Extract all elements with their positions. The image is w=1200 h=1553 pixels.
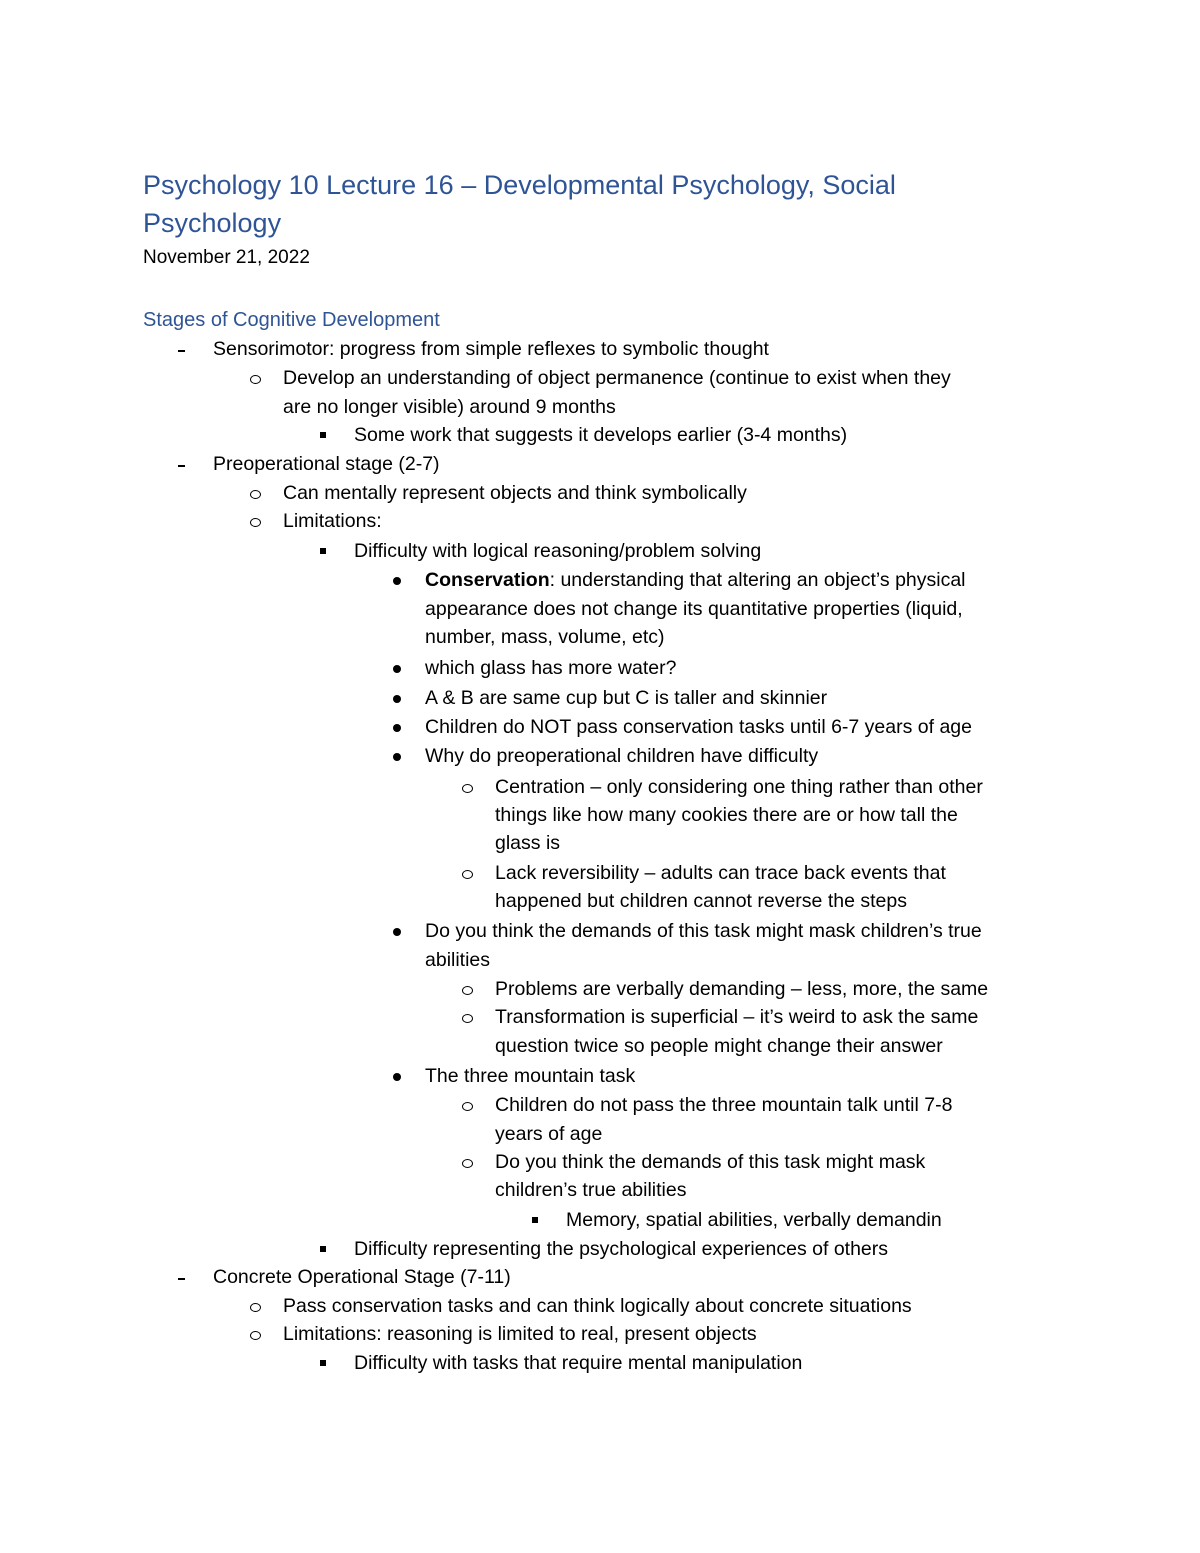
- list-item-continuation: abilities: [425, 949, 491, 971]
- list-item: Limitations:: [283, 510, 382, 532]
- list-item: Lack reversibility – adults can trace back events that: [495, 862, 946, 884]
- list-item: Sensorimotor: progress from simple reflexes to symbolic thought: [213, 338, 769, 360]
- list-item-continuation: number, mass, volume, etc): [425, 626, 665, 648]
- title-line-2: Psychology: [143, 208, 282, 238]
- dot-bullet-icon: [393, 577, 401, 585]
- list-item-continuation: happened but children cannot reverse the steps: [495, 890, 907, 912]
- list-item: Why do preoperational children have difficulty: [425, 745, 819, 767]
- square-bullet-icon: [532, 1217, 538, 1223]
- dash-bullet-icon: [178, 465, 185, 467]
- document-title: [143, 166, 1043, 242]
- list-item: Concrete Operational Stage (7-11): [213, 1266, 511, 1288]
- list-item: Limitations: reasoning is limited to real, present objects: [283, 1323, 757, 1345]
- list-item: Transformation is superficial – it’s weird to ask the same: [495, 1006, 979, 1028]
- square-bullet-icon: [320, 548, 326, 554]
- list-item-continuation: years of age: [495, 1123, 603, 1145]
- dash-bullet-icon: [178, 350, 185, 352]
- list-item-continuation: are no longer visible) around 9 months: [283, 396, 616, 418]
- list-item-continuation: glass is: [495, 832, 561, 854]
- term-conservation: Conservation: [425, 569, 550, 591]
- list-item: which glass has more water?: [425, 657, 677, 679]
- list-item: A & B are same cup but C is taller and skinnier: [425, 687, 828, 709]
- square-bullet-icon: [320, 1246, 326, 1252]
- circle-bullet-icon: [462, 986, 473, 995]
- square-bullet-icon: [320, 1360, 326, 1366]
- dot-bullet-icon: [393, 724, 401, 732]
- list-item: Some work that suggests it develops earlier (3-4 months): [354, 424, 848, 446]
- list-item: Problems are verbally demanding – less, more, the same: [495, 978, 989, 1000]
- list-item: Centration – only considering one thing rather than other: [495, 776, 983, 798]
- dot-bullet-icon: [393, 695, 401, 703]
- list-item: Develop an understanding of object permanence (continue to exist when they: [283, 367, 951, 389]
- circle-bullet-icon: [250, 1303, 261, 1312]
- circle-bullet-icon: [462, 1102, 473, 1111]
- circle-bullet-icon: [250, 375, 261, 384]
- list-item: The three mountain task: [425, 1065, 636, 1087]
- circle-bullet-icon: [462, 1159, 473, 1168]
- square-bullet-icon: [320, 432, 326, 438]
- circle-bullet-icon: [250, 1331, 261, 1340]
- list-item-continuation: appearance does not change its quantitative properties (liquid,: [425, 598, 963, 620]
- list-item-continuation: things like how many cookies there are or how tall the: [495, 804, 958, 826]
- list-item: Children do not pass the three mountain talk until 7-8: [495, 1094, 953, 1116]
- list-item: Difficulty with logical reasoning/problem solving: [354, 540, 762, 562]
- circle-bullet-icon: [462, 1014, 473, 1023]
- list-item: Difficulty representing the psychological experiences of others: [354, 1238, 889, 1260]
- list-item: Preoperational stage (2-7): [213, 453, 440, 475]
- list-item-continuation: children’s true abilities: [495, 1179, 687, 1201]
- list-item: Children do NOT pass conservation tasks until 6-7 years of age: [425, 716, 972, 738]
- list-item: Can mentally represent objects and think symbolically: [283, 482, 747, 504]
- list-item: Pass conservation tasks and can think logically about concrete situations: [283, 1295, 912, 1317]
- list-item: Difficulty with tasks that require mental manipulation: [354, 1352, 803, 1374]
- list-item-text: : understanding that altering an object’s physical: [549, 569, 966, 591]
- circle-bullet-icon: [250, 490, 261, 499]
- list-item: [425, 566, 966, 595]
- list-item: Do you think the demands of this task might mask: [495, 1151, 926, 1173]
- document-date: November 21, 2022: [143, 247, 310, 268]
- list-item: Do you think the demands of this task might mask children’s true: [425, 920, 982, 942]
- title-line-1: Psychology 10 Lecture 16 – Developmental Psychology, Social: [143, 170, 896, 200]
- list-item: Memory, spatial abilities, verbally demandin: [566, 1209, 942, 1231]
- section-heading: Stages of Cognitive Development: [143, 309, 440, 331]
- dot-bullet-icon: [393, 665, 401, 673]
- dot-bullet-icon: [393, 753, 401, 761]
- circle-bullet-icon: [250, 518, 261, 527]
- dash-bullet-icon: [178, 1278, 185, 1280]
- circle-bullet-icon: [462, 870, 473, 879]
- dot-bullet-icon: [393, 1073, 401, 1081]
- circle-bullet-icon: [462, 784, 473, 793]
- list-item-continuation: question twice so people might change their answer: [495, 1035, 943, 1057]
- dot-bullet-icon: [393, 928, 401, 936]
